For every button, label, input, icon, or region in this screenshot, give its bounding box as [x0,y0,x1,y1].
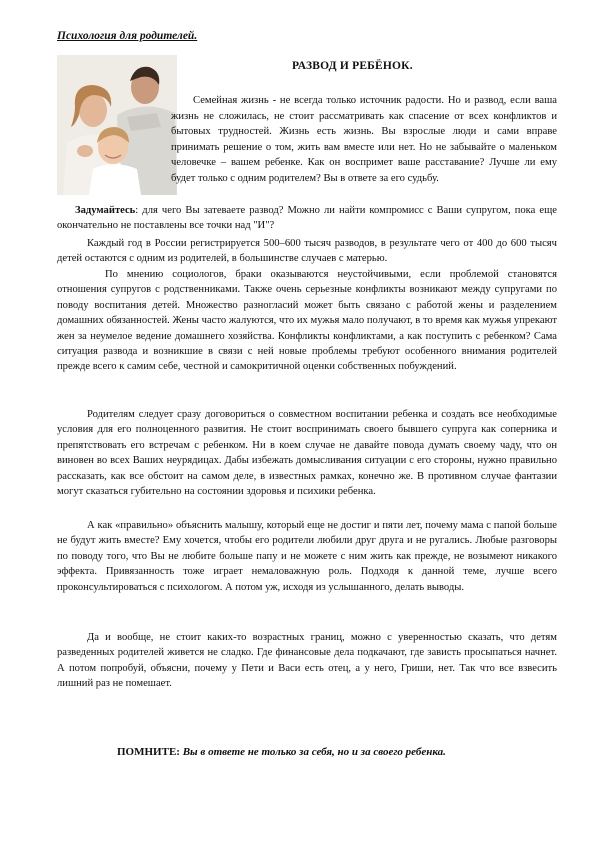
article-title: РАЗВОД И РЕБЁНОК. [292,60,413,72]
paragraph-text: : для чего Вы затеваете развод? Можно ли найти компромисс с Ваши супругом, пока еще окончательно не поставлены все точки над "И"? [57,205,557,232]
footer-text: Вы в ответе не только за себя, но и за своего ребенка. [182,746,446,758]
footer-reminder [117,746,446,758]
paragraph-statistics [57,236,557,267]
paragraph-reflect [57,203,557,234]
family-photo [57,55,177,195]
footer-label: ПОМНИТЕ: [117,746,183,758]
intro-text: Семейная жизнь - не всегда только источник радости. Но и развод, если ваша жизнь не сложилась, не стоит рассматривать как спасение от всех конфликтов и бытовых трудностей. Жизнь есть жизнь. Вы взрослые люди и сами вправе принимать решение о том, жить вам вместе или нет. Но не забывайте о маленьком человечке – вашем ребенке. Как он воспримет ваше расставание? Лучше ли ему будет только с одним родителем? Вы в ответе за его судьбу. [171,95,557,184]
intro-paragraph [171,93,557,187]
paragraph-text: Каждый год в России регистрируется 500–600 тысяч разводов, в результате чего от 400 до 600 тысяч детей остаются с одним из родителей, в большинстве случаев с матерью. [57,238,557,265]
paragraph-sociologists [57,267,557,375]
paragraph-text: Родителям следует сразу договориться о совместном воспитании ребенка и создать все необходимые условия для его полноценного развития. Не стоит воспринимать своего бывшего супруга как соперника и препятствовать его встречам с ребенком. Ни в коем случае не давайте повода думать своему чаду, что он виновен во всех Ваших неурядицах. Дабы избежать домысливания ситуации с его стороны, нужно правильно рассказать, как все обстоит на самом деле, в известных рамках, конечно же. В противном случае фантазии могут сказаться губительно на состоянии здоровья и психики ребенка. [57,409,557,498]
paragraph-parents [57,407,557,499]
paragraph-conclusion [57,630,557,692]
paragraph-text: По мнению социологов, браки оказываются неустойчивыми, если проблемой становятся отношения супругов с родственниками. Также очень серьезные конфликты возникают между супругами по поводу воспитания детей. Множество разногласий может быть связано с работой жены и разделением домашних обязанностей. Жены часто жалуются, что их мужья мало получают, в то время как мужья упрекают жен за неумелое ведение домашнего хозяйства. Конфликты конфликтами, а как поступить с ребенком? Сама ситуация развода и возникшие в связи с ней новые проблемы требуют особенного внимания родителей прежде всего к самим себе, честной и самокритичной оценки собственных побуждений. [57,269,557,373]
paragraph-lead: Задумайтесь [75,205,136,216]
paragraph-text: А как «правильно» объяснить малышу, который еще не достиг и пяти лет, почему мама с папой больше не будут жить вместе? Ему хочется, чтобы его родители любили друг друга и не ругались. Любые разговоры по поводу того, что Вы не любите больше папу и не можете с ним жить как прежде, не возымеют никакого эффекта. Привязанность тоже играет немаловажную роль. Подходя к данной теме, лучше всего проконсультироваться с психологом. А потом уж, исходя из услышанного, делать выводы. [57,520,557,593]
page-header: Психология для родителей. [57,30,198,42]
paragraph-explain [57,518,557,595]
family-illustration [57,55,177,195]
paragraph-text: Да и вообще, не стоит каких-то возрастных границ, можно с уверенностью сказать, что детям разведенных родителей живется не сладко. Где финансовые дела подкачают, где зависть просыпаться начнет. А потом попробуй, объясни, почему у Пети и Васи есть отец, а у него, Гриши, нет. Так что все взвесить лишний раз не помешает. [57,632,557,690]
